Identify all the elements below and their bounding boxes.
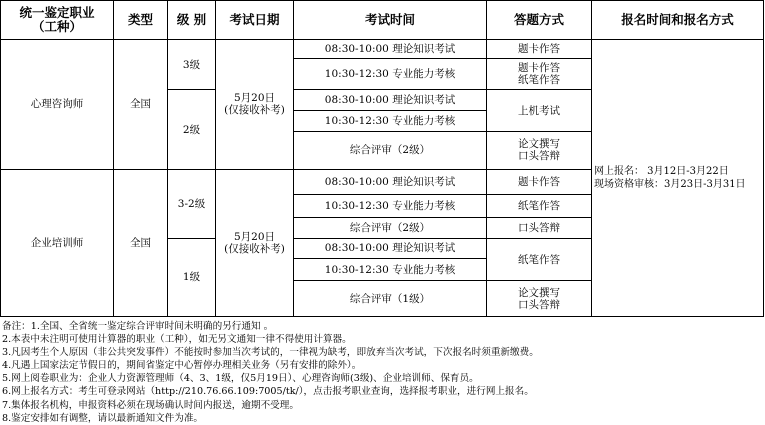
answer-mode-line: 口头答辩 xyxy=(518,150,560,163)
note-line: 3.凡因考生个人原因（非公共突发事件）不能按时参加当次考试的，一律视为缺考，即放弃当次考试，下次报名时须重新缴费。 xyxy=(2,347,539,359)
level-cell: 2级 xyxy=(168,90,216,169)
answer-mode-cell xyxy=(487,281,592,317)
table-header-row xyxy=(1,1,764,40)
note-line: 备注：1.全国、全省统一鉴定综合评审时间未明确的另行通知 。 xyxy=(2,321,274,332)
answer-mode-line: 论文撰写 xyxy=(518,138,560,151)
exam-time-cell: 08:30-10:00 理论知识考试 xyxy=(294,238,487,258)
header-occupation xyxy=(1,1,114,40)
header-exam-date: 考试日期 xyxy=(216,1,294,40)
level-cell: 3级 xyxy=(168,39,216,90)
exam-date-note: (仅接收补考) xyxy=(224,104,285,117)
notes-section xyxy=(2,320,762,425)
answer-mode-cell: 口头答辩 xyxy=(487,218,592,238)
header-answer-mode: 答题方式 xyxy=(487,1,592,40)
exam-date-cell xyxy=(216,169,294,316)
occupation-cell: 企业培训师 xyxy=(1,169,114,316)
note-line: 6.网上报名方式：考生可登录网站（http://210.76.66.109:7005/tk/），点击报考职业查询，选择报考职业，进行网上报名。 xyxy=(2,386,534,398)
occupation-cell: 心理咨询师 xyxy=(1,39,114,169)
header-exam-time: 考试时间 xyxy=(294,1,487,40)
level-cell: 1级 xyxy=(168,238,216,316)
answer-mode-cell xyxy=(487,58,592,89)
exam-time-cell: 08:30-10:00 理论知识考试 xyxy=(294,90,487,110)
exam-time-cell: 10:30-12:30 专业能力考核 xyxy=(294,110,487,131)
registration-onsite: 现场资格审核：3月23日-3月31日 xyxy=(594,178,746,190)
answer-mode-cell: 纸笔作答 xyxy=(487,195,592,218)
type-cell: 全国 xyxy=(114,169,168,316)
answer-mode-cell: 题卡作答 xyxy=(487,39,592,58)
registration-online: 网上报名： 3月12日-3月22日 xyxy=(594,165,729,177)
exam-time-cell: 综合评审（2级） xyxy=(294,132,487,170)
exam-date-cell xyxy=(216,39,294,169)
exam-time-cell: 08:30-10:00 理论知识考试 xyxy=(294,169,487,194)
answer-mode-line: 论文撰写 xyxy=(518,286,560,299)
answer-mode-line: 口头答辩 xyxy=(518,298,560,311)
answer-mode-cell: 纸笔作答 xyxy=(487,238,592,281)
note-line: 7.集体报名机构，申报资料必须在现场确认时间内报送，逾期不受理。 xyxy=(2,399,299,411)
exam-time-cell: 综合评审（2级） xyxy=(294,218,487,238)
registration-cell xyxy=(592,39,764,316)
note-line: 5.网上阅卷职业为：企业人力资源管理师（4、3、1级，仅5月19日）、心理咨询师(3级)、企业培训师、保育员。 xyxy=(2,373,479,385)
answer-mode-line: 纸笔作答 xyxy=(518,74,560,87)
answer-mode-cell: 题卡作答 xyxy=(487,169,592,194)
header-registration: 报名时间和报名方式 xyxy=(592,1,764,40)
note-line: 2.本表中未注明可使用计算器的职业（工种），如无另文通知一律不得使用计算器。 xyxy=(2,334,352,346)
table-row xyxy=(1,39,764,58)
type-cell: 全国 xyxy=(114,39,168,169)
note-line: 8.鉴定安排如有调整，请以最新通知文件为准。 xyxy=(2,412,204,424)
header-occupation-label: 统一鉴定职业 xyxy=(19,4,95,20)
exam-date-day: 5月20日 xyxy=(233,92,276,105)
exam-time-cell: 综合评审（1级） xyxy=(294,281,487,317)
answer-mode-cell xyxy=(487,132,592,170)
exam-time-cell: 08:30-10:00 理论知识考试 xyxy=(294,39,487,58)
answer-mode-line: 题卡作答 xyxy=(518,62,560,75)
exam-date-day: 5月20日 xyxy=(233,230,276,243)
exam-time-cell: 10:30-12:30 专业能力考核 xyxy=(294,195,487,218)
answer-mode-cell: 上机考试 xyxy=(487,90,592,132)
exam-date-note: (仅接收补考) xyxy=(224,242,285,255)
header-type: 类型 xyxy=(114,1,168,40)
header-level: 级 别 xyxy=(168,1,216,40)
exam-time-cell: 10:30-12:30 专业能力考核 xyxy=(294,259,487,281)
level-cell: 3-2级 xyxy=(168,169,216,238)
exam-time-cell: 10:30-12:30 专业能力考核 xyxy=(294,58,487,89)
header-occupation-sub: （工种） xyxy=(31,18,82,34)
note-line: 4.凡遇上国家法定节假日的，期间省鉴定中心暂停办理相关业务（另有安排的除外）。 xyxy=(2,360,362,372)
